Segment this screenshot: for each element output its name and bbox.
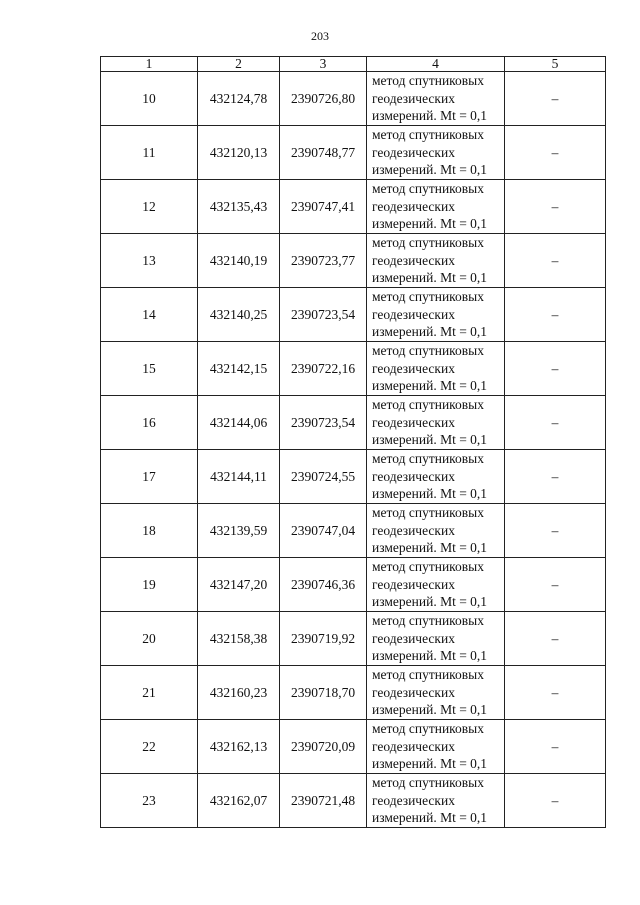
method-cell — [367, 234, 505, 288]
x-coordinate-cell: 432162,07 — [198, 774, 280, 828]
method-line: метод спутниковых — [372, 343, 484, 359]
method-line: измерений. Mt = 0,1 — [372, 702, 488, 718]
method-cell — [367, 720, 505, 774]
point-number-cell: 13 — [101, 234, 198, 288]
point-number-cell: 19 — [101, 558, 198, 612]
y-coordinate-cell: 2390746,36 — [280, 558, 367, 612]
x-coordinate-cell: 432144,11 — [198, 450, 280, 504]
method-line: геодезических — [372, 630, 455, 646]
method-line: измерений. Mt = 0,1 — [372, 432, 488, 448]
method-line: геодезических — [372, 252, 455, 268]
header-cell-1: 1 — [101, 57, 198, 72]
note-cell: – — [505, 126, 606, 180]
table-row — [101, 126, 606, 180]
header-cell-2: 2 — [198, 57, 280, 72]
x-coordinate-cell: 432158,38 — [198, 612, 280, 666]
table-row — [101, 180, 606, 234]
point-number-cell: 21 — [101, 666, 198, 720]
method-line: метод спутниковых — [372, 397, 484, 413]
table-row — [101, 342, 606, 396]
x-coordinate-cell: 432135,43 — [198, 180, 280, 234]
method-cell — [367, 180, 505, 234]
y-coordinate-cell: 2390721,48 — [280, 774, 367, 828]
method-line: геодезических — [372, 522, 455, 538]
method-line: измерений. Mt = 0,1 — [372, 648, 488, 664]
y-coordinate-cell: 2390748,77 — [280, 126, 367, 180]
method-line: геодезических — [372, 360, 455, 376]
table-row — [101, 558, 606, 612]
method-line: геодезических — [372, 414, 455, 430]
method-line: метод спутниковых — [372, 613, 484, 629]
page-number: 203 — [311, 29, 329, 43]
method-line: геодезических — [372, 144, 455, 160]
point-number-cell: 17 — [101, 450, 198, 504]
method-cell — [367, 774, 505, 828]
point-number-cell: 14 — [101, 288, 198, 342]
note-cell: – — [505, 396, 606, 450]
method-line: измерений. Mt = 0,1 — [372, 162, 488, 178]
point-number-cell: 23 — [101, 774, 198, 828]
method-cell — [367, 288, 505, 342]
table-row — [101, 396, 606, 450]
table-row — [101, 504, 606, 558]
x-coordinate-cell: 432162,13 — [198, 720, 280, 774]
note-cell: – — [505, 774, 606, 828]
y-coordinate-cell: 2390722,16 — [280, 342, 367, 396]
note-cell: – — [505, 720, 606, 774]
y-coordinate-cell: 2390723,54 — [280, 396, 367, 450]
method-line: метод спутниковых — [372, 235, 484, 251]
point-number-cell: 16 — [101, 396, 198, 450]
x-coordinate-cell: 432124,78 — [198, 72, 280, 126]
method-cell — [367, 504, 505, 558]
method-cell — [367, 666, 505, 720]
method-line: геодезических — [372, 792, 455, 808]
table-row — [101, 234, 606, 288]
x-coordinate-cell: 432140,25 — [198, 288, 280, 342]
method-cell — [367, 72, 505, 126]
x-coordinate-cell: 432120,13 — [198, 126, 280, 180]
method-line: измерений. Mt = 0,1 — [372, 594, 488, 610]
method-line: метод спутниковых — [372, 775, 484, 791]
header-cell-5: 5 — [505, 57, 606, 72]
method-line: метод спутниковых — [372, 505, 484, 521]
point-number-cell: 12 — [101, 180, 198, 234]
table-row — [101, 774, 606, 828]
point-number-cell: 22 — [101, 720, 198, 774]
point-number-cell: 20 — [101, 612, 198, 666]
note-cell: – — [505, 234, 606, 288]
table-row — [101, 450, 606, 504]
method-line: геодезических — [372, 684, 455, 700]
method-cell — [367, 450, 505, 504]
method-line: измерений. Mt = 0,1 — [372, 216, 488, 232]
coordinates-table — [100, 56, 606, 828]
method-line: метод спутниковых — [372, 559, 484, 575]
note-cell: – — [505, 342, 606, 396]
table-row — [101, 288, 606, 342]
note-cell: – — [505, 504, 606, 558]
method-line: геодезических — [372, 90, 455, 106]
note-cell: – — [505, 180, 606, 234]
method-line: метод спутниковых — [372, 721, 484, 737]
method-cell — [367, 126, 505, 180]
method-line: метод спутниковых — [372, 451, 484, 467]
point-number-cell: 15 — [101, 342, 198, 396]
note-cell: – — [505, 72, 606, 126]
method-line: метод спутниковых — [372, 73, 484, 89]
note-cell: – — [505, 666, 606, 720]
method-cell — [367, 342, 505, 396]
method-line: измерений. Mt = 0,1 — [372, 486, 488, 502]
method-line: метод спутниковых — [372, 289, 484, 305]
method-line: геодезических — [372, 738, 455, 754]
header-cell-3: 3 — [280, 57, 367, 72]
x-coordinate-cell: 432140,19 — [198, 234, 280, 288]
method-line: измерений. Mt = 0,1 — [372, 324, 488, 340]
table-row — [101, 666, 606, 720]
method-line: измерений. Mt = 0,1 — [372, 270, 488, 286]
x-coordinate-cell: 432147,20 — [198, 558, 280, 612]
y-coordinate-cell: 2390723,77 — [280, 234, 367, 288]
table-row — [101, 720, 606, 774]
y-coordinate-cell: 2390720,09 — [280, 720, 367, 774]
method-cell — [367, 558, 505, 612]
header-cell-4: 4 — [367, 57, 505, 72]
note-cell: – — [505, 450, 606, 504]
x-coordinate-cell: 432144,06 — [198, 396, 280, 450]
method-line: метод спутниковых — [372, 181, 484, 197]
method-line: метод спутниковых — [372, 127, 484, 143]
y-coordinate-cell: 2390747,41 — [280, 180, 367, 234]
method-line: измерений. Mt = 0,1 — [372, 756, 488, 772]
method-line: метод спутниковых — [372, 667, 484, 683]
method-line: геодезических — [372, 576, 455, 592]
note-cell: – — [505, 288, 606, 342]
header-row — [101, 57, 606, 72]
note-cell: – — [505, 558, 606, 612]
method-line: измерений. Mt = 0,1 — [372, 540, 488, 556]
y-coordinate-cell: 2390726,80 — [280, 72, 367, 126]
point-number-cell: 10 — [101, 72, 198, 126]
method-line: геодезических — [372, 306, 455, 322]
table-row — [101, 612, 606, 666]
x-coordinate-cell: 432142,15 — [198, 342, 280, 396]
y-coordinate-cell: 2390719,92 — [280, 612, 367, 666]
point-number-cell: 18 — [101, 504, 198, 558]
table-row — [101, 72, 606, 126]
point-number-cell: 11 — [101, 126, 198, 180]
note-cell: – — [505, 612, 606, 666]
table-body — [101, 57, 606, 828]
y-coordinate-cell: 2390724,55 — [280, 450, 367, 504]
method-line: измерений. Mt = 0,1 — [372, 108, 488, 124]
y-coordinate-cell: 2390718,70 — [280, 666, 367, 720]
method-cell — [367, 612, 505, 666]
method-line: измерений. Mt = 0,1 — [372, 810, 488, 826]
x-coordinate-cell: 432160,23 — [198, 666, 280, 720]
method-line: геодезических — [372, 468, 455, 484]
y-coordinate-cell: 2390747,04 — [280, 504, 367, 558]
method-cell — [367, 396, 505, 450]
y-coordinate-cell: 2390723,54 — [280, 288, 367, 342]
method-line: измерений. Mt = 0,1 — [372, 378, 488, 394]
x-coordinate-cell: 432139,59 — [198, 504, 280, 558]
method-line: геодезических — [372, 198, 455, 214]
